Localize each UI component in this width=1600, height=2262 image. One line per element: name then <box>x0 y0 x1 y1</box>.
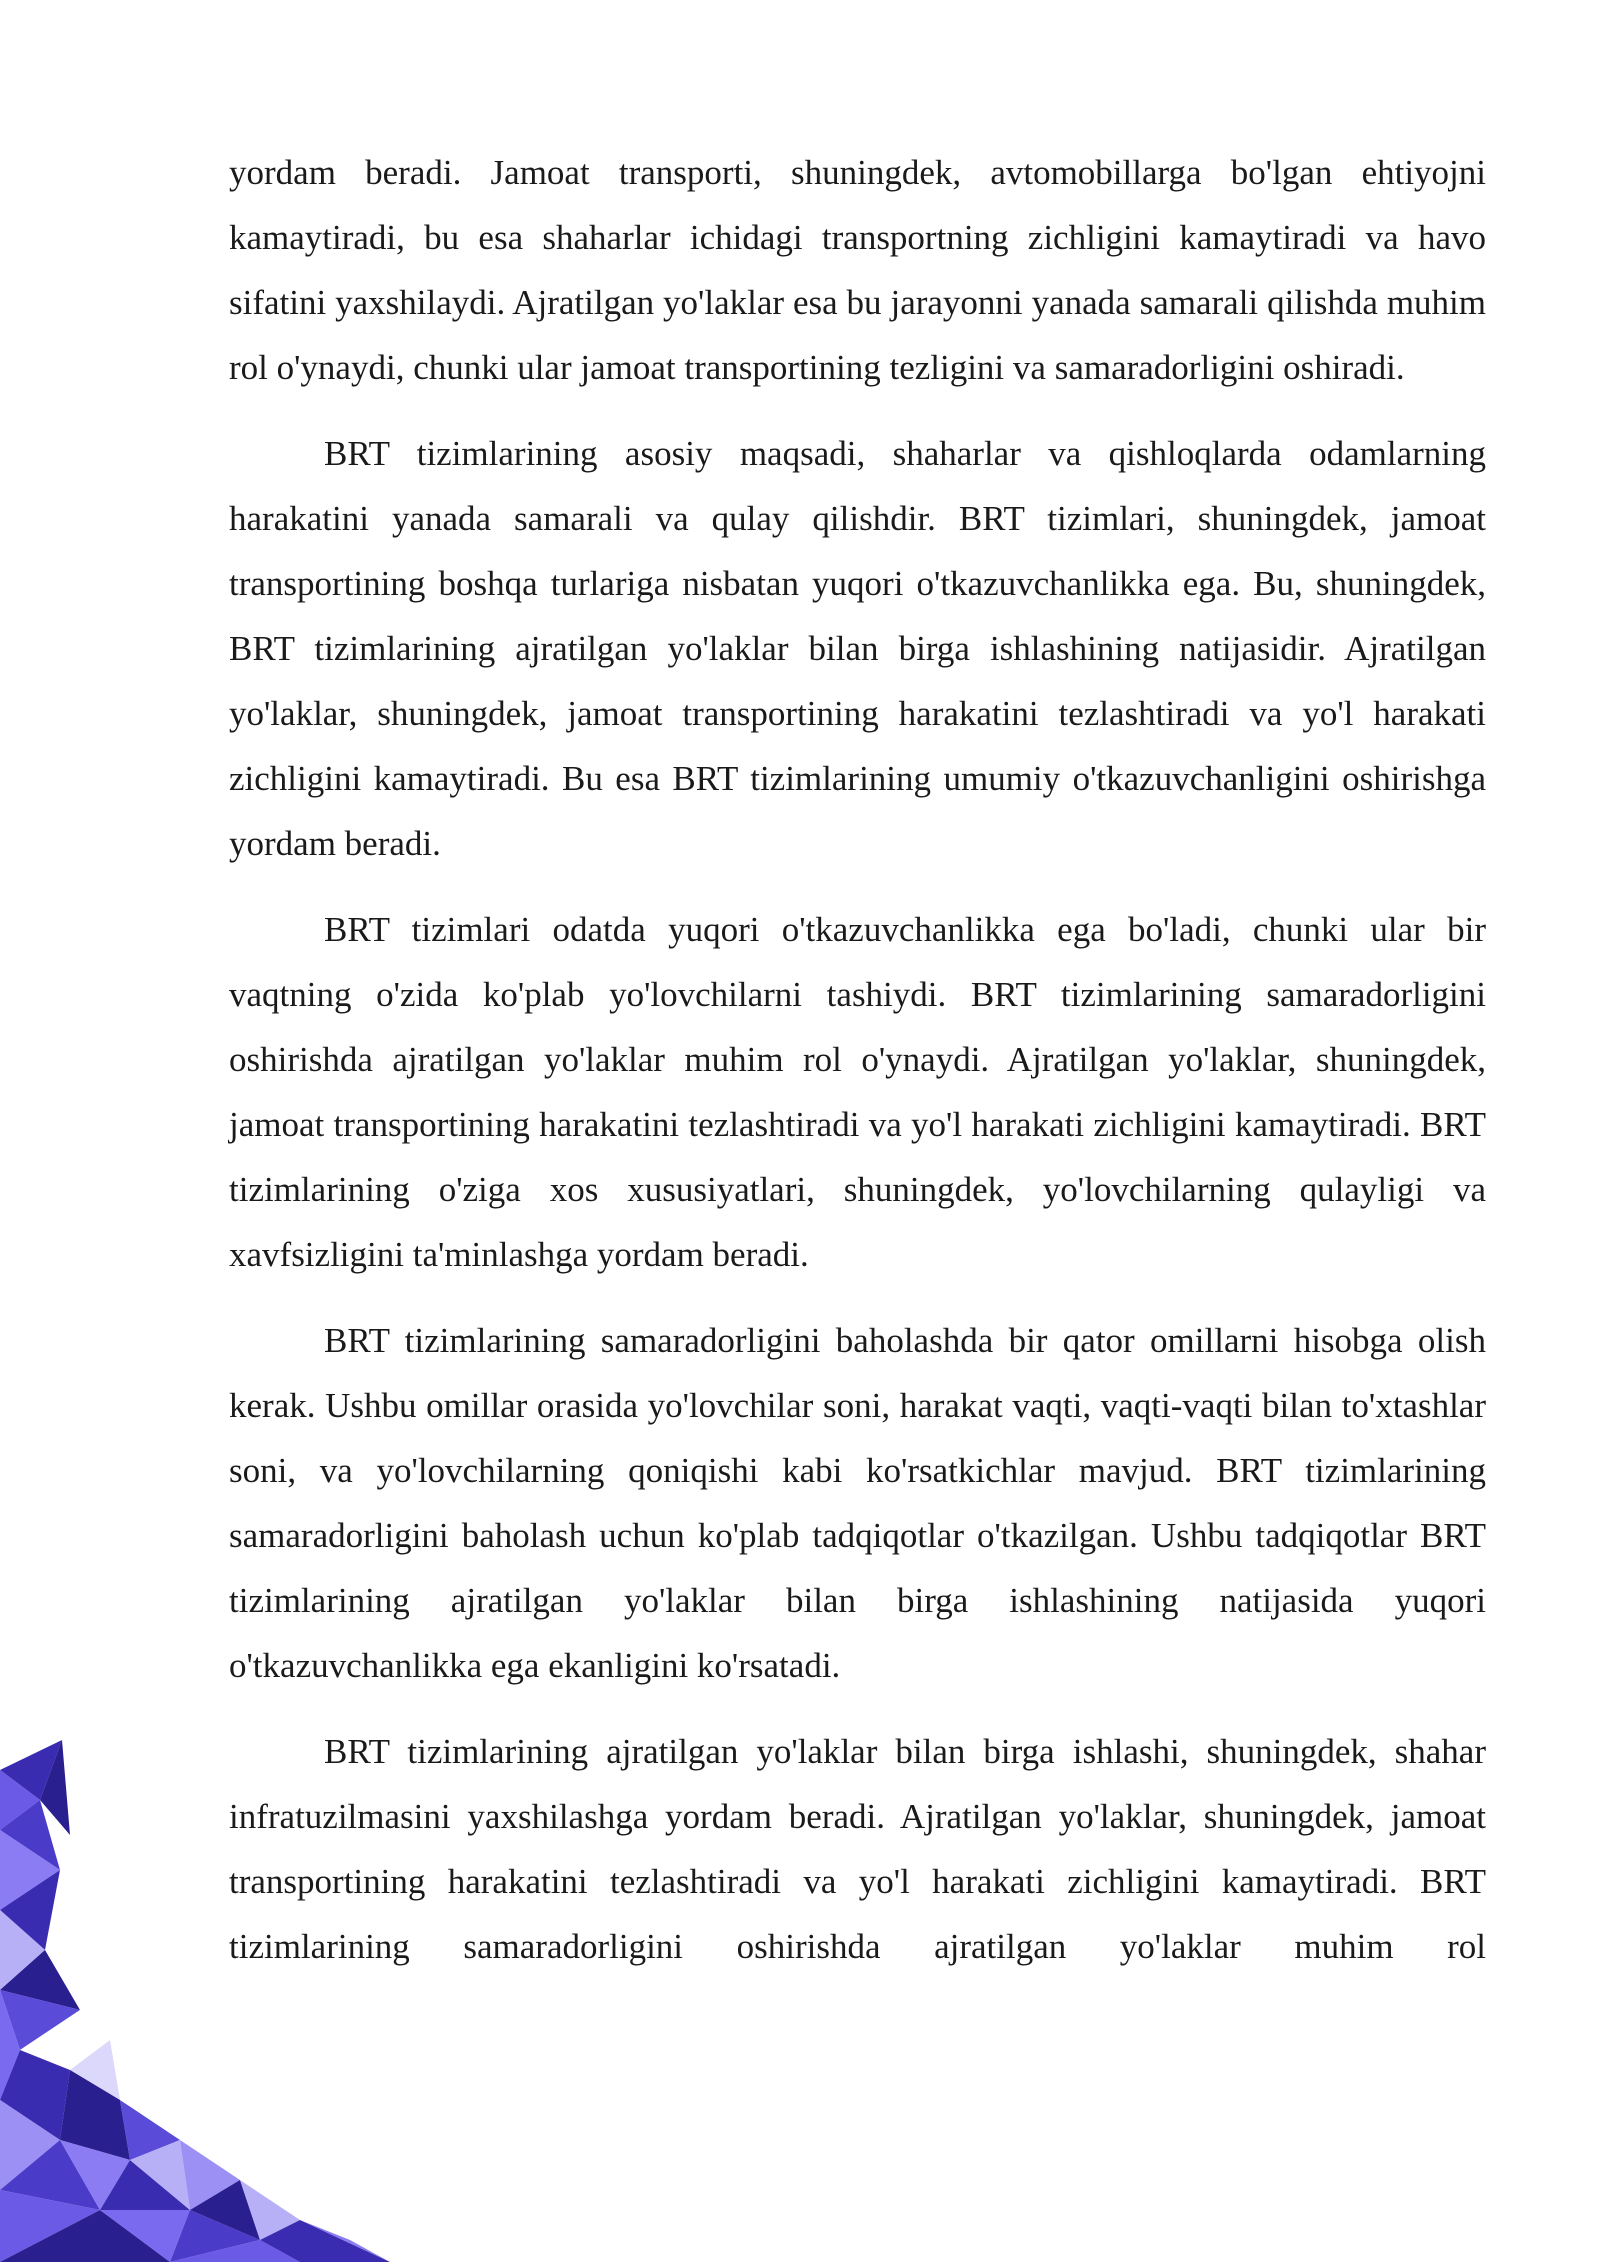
paragraph-4: BRT tizimlarining samaradorligini baholashda bir qator omillarni hisobga olish kerak. Ushbu omillar orasida yo'lovchilar soni, harakat vaqti, vaqti-vaqti bilan to'xtashlar soni, va yo'lovchilarning qoniqishi kabi ko'rsatkichlar mavjud. BRT tizimlarining samaradorligini baholash uchun ko'plab tadqiqotlar o'tkazilgan. Ushbu tadqiqotlar BRT tizimlarining ajratilgan yo'laklar bilan birga ishlashining natijasida yuqori o'tkazuvchanlikka ega ekanligini ko'rsatadi. <box>229 1321 1486 1685</box>
paragraph-2: BRT tizimlarining asosiy maqsadi, shaharlar va qishloqlarda odamlarning harakatini yanada samarali va qulay qilishdir. BRT tizimlari, shuningdek, jamoat transportining boshqa turlariga nisbatan yuqori o'tkazuvchanlikka ega. Bu, shuningdek, BRT tizimlarining ajratilgan yo'laklar bilan birga ishlashining natijasidir. Ajratilgan yo'laklar, shuningdek, jamoat transportining harakatini tezlashtiradi va yo'l harakati zichligini kamaytiradi. Bu esa BRT tizimlarining umumiy o'tkazuvchanligini oshirishga yordam beradi. <box>229 434 1486 863</box>
purple-polygon-ornament <box>0 1740 420 2262</box>
body-text <box>229 140 1486 2000</box>
paragraph-3: BRT tizimlari odatda yuqori o'tkazuvchanlikka ega bo'ladi, chunki ular bir vaqtning o'zida ko'plab yo'lovchilarni tashiydi. BRT tizimlarining samaradorligini oshirishda ajratilgan yo'laklar muhim rol o'ynaydi. Ajratilgan yo'laklar, shuningdek, jamoat transportining harakatini tezlashtiradi va yo'l harakati zichligini kamaytiradi. BRT tizimlarining o'ziga xos xususiyatlari, shuningdek, yo'lovchilarning qulayligi va xavfsizligini ta'minlashga yordam beradi. <box>229 910 1486 1274</box>
paragraph-1: yordam beradi. Jamoat transporti, shuningdek, avtomobillarga bo'lgan ehtiyojni kamaytiradi, bu esa shaharlar ichidagi transportning zichligini kamaytiradi va havo sifatini yaxshilaydi. Ajratilgan yo'laklar esa bu jarayonni yanada samarali qilishda muhim rol o'ynaydi, chunki ular jamoat transportining tezligini va samaradorligini oshiradi. <box>229 153 1486 387</box>
paragraph-5: BRT tizimlarining ajratilgan yo'laklar bilan birga ishlashi, shuningdek, shahar infratuzilmasini yaxshilashga yordam beradi. Ajratilgan yo'laklar, shuningdek, jamoat transportining harakatini tezlashtiradi va yo'l harakati zichligini kamaytiradi. BRT tizimlarining samaradorligini oshirishda ajratilgan yo'laklar muhim rol <box>229 1732 1486 1966</box>
